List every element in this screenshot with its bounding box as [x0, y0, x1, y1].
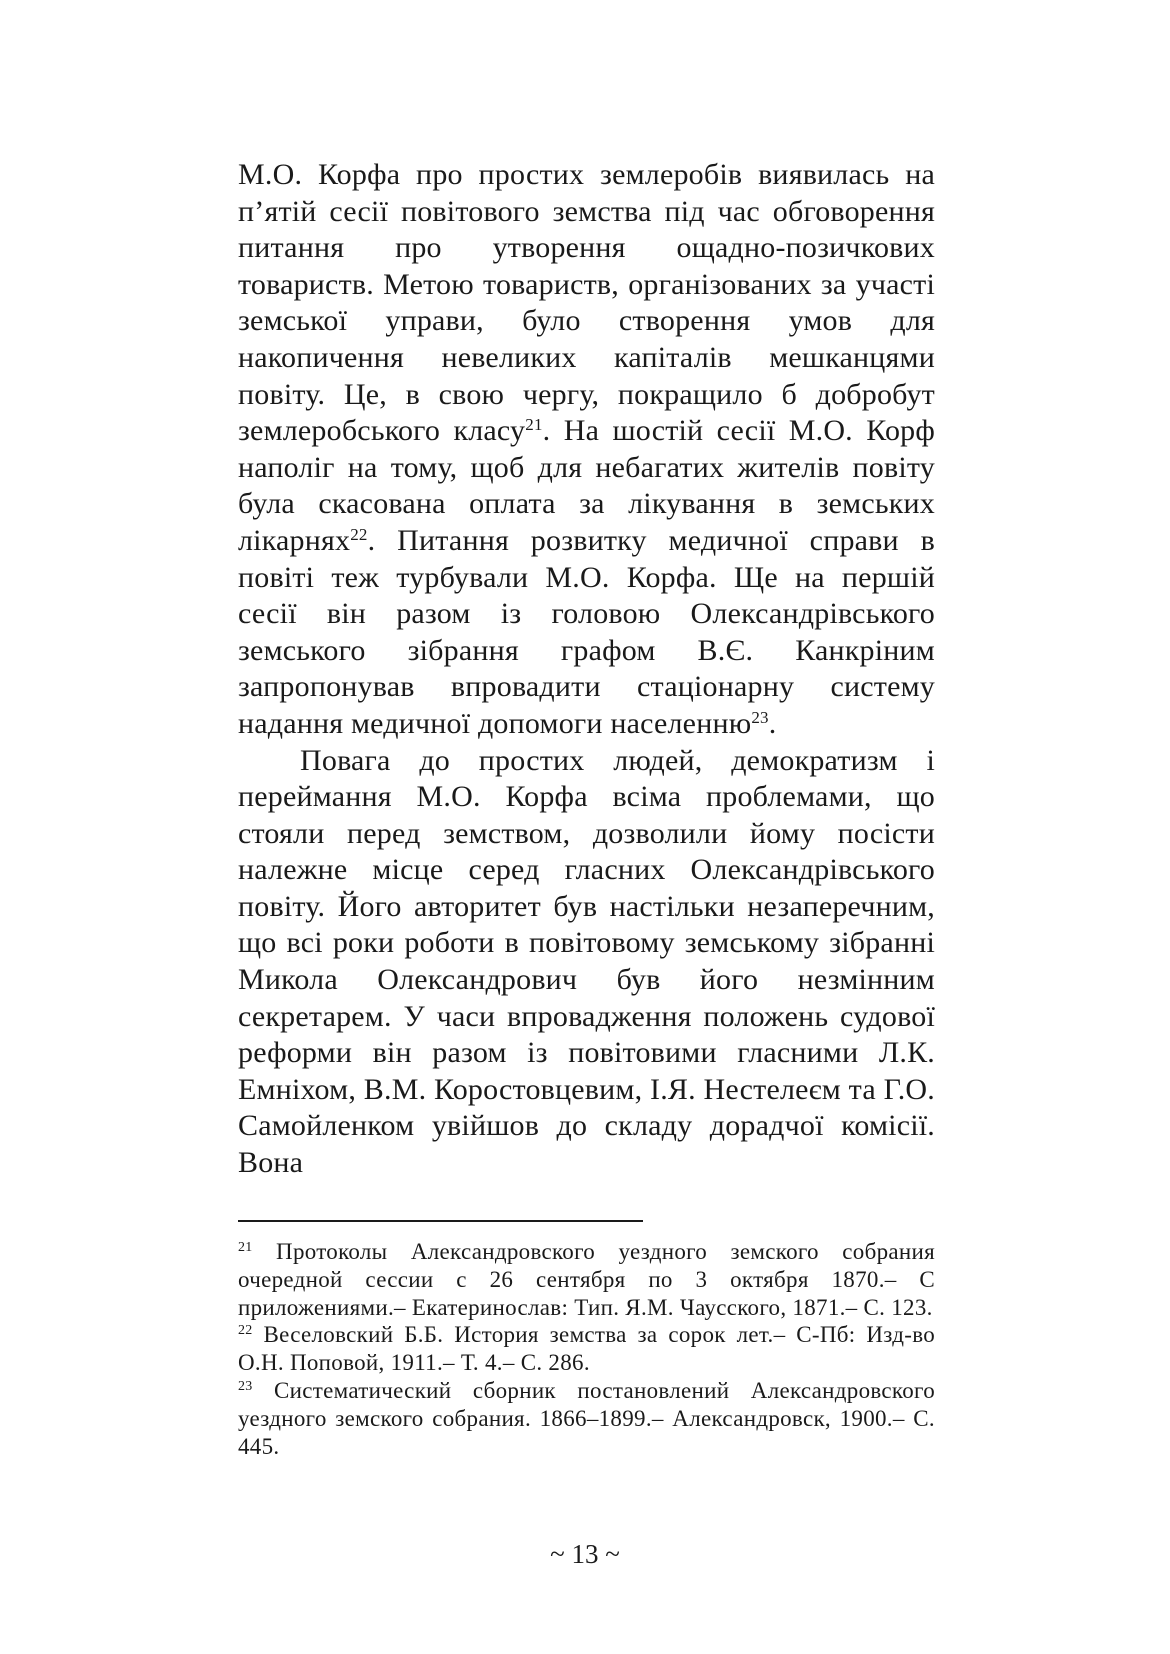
footnote-divider: [238, 1220, 643, 1222]
footnote-ref-23: 23: [751, 707, 769, 727]
footnote-number: 21: [238, 1240, 253, 1255]
footnote-22: [238, 1321, 935, 1377]
footnote-text: Протоколы Александровского уездного земского собрания очередной сессии с 26 сентября по 3 октября 1870.– С приложениями.– Екатеринослав: Тип. Я.М. Чаусского, 1871.– С. 123.: [238, 1239, 935, 1320]
page-number: ~ 13 ~: [550, 1539, 620, 1569]
paragraph-1-text-1: М.О. Корфа про простих землеробів виявилась на п’ятій сесії повітового земства під час обговорення питання про утворення ощадно-позичкових товариств. Метою товариств, організованих за участі земської управи, було створення умов для накопичення невеликих капіталів мешканцями повіту. Це, в свою чергу, покращило б добробут землеробського класу: [238, 158, 935, 448]
paragraph-2: Повага до простих людей, демократизм і переймання М.О. Корфа всіма проблемами, що стояли перед земством, дозволили йому посісти належне місце серед гласних Олександрівського повіту. Його авторитет був настільки незаперечним, що всі роки роботи в повітовому земському зібранні Микола Олександрович був його незмінним секретарем. У часи впровадження положень судової реформи він разом із повітовими гласними Л.К. Емніхом, В.М. Коростовцевим, І.Я. Нестелеєм та Г.О. Самойленком увійшов до складу дорадчої комісії. Вона: [238, 743, 935, 1180]
footnotes: [238, 1238, 935, 1460]
main-text: [238, 157, 935, 1182]
footnote-23: [238, 1377, 935, 1460]
footnote-21: [238, 1238, 935, 1321]
footnote-ref-22: 22: [350, 524, 368, 544]
paragraph-1-text-3: . Питання розвитку медичної справи в повіті теж турбували М.О. Корфа. Ще на першій сесії він разом із головою Олександрівського земського зібрання графом В.Є. Канкріним запропонував впровадити стаціонарну систему надання медичної допомоги населенню: [238, 523, 935, 740]
footnote-text: Систематический сборник постановлений Александровского уездного земского собрания. 1866–1899.– Александровск, 1900.– С. 445.: [238, 1377, 935, 1459]
paragraph-1-text-2: . На шостій сесії М.О. Корф наполіг на тому, щоб для небагатих жителів повіту була скасована оплата за лікування в земських лікарнях: [238, 414, 935, 557]
footnote-number: 22: [238, 1323, 253, 1339]
paragraph-1: [238, 157, 935, 743]
footnote-ref-21: 21: [525, 415, 543, 435]
footnote-number: 23: [238, 1378, 253, 1394]
footnote-text: Веселовский Б.Б. История земства за сорок лет.– С-Пб: Изд-во О.Н. Поповой, 1911.– Т. 4.– С. 286.: [238, 1322, 935, 1376]
paragraph-1-text-4: .: [768, 706, 777, 740]
